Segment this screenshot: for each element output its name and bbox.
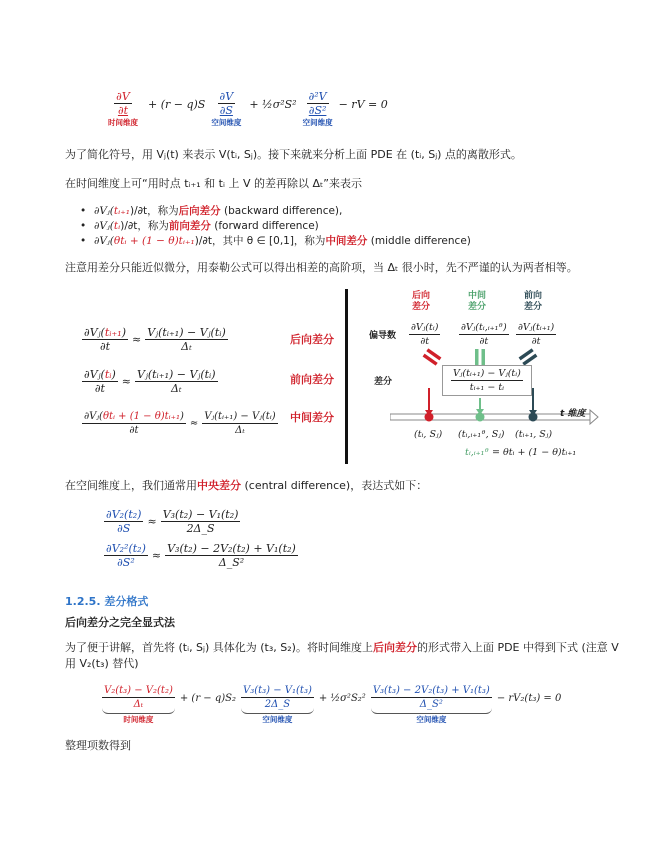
point-middle: (tᵢ,ᵢ₊₁ᶿ, Sⱼ): [458, 429, 505, 440]
col-forward-header: 前向 差分: [524, 291, 543, 312]
paragraph-central: 在空间维度上，我们通常用中央差分 (central difference)，表达式如下：: [65, 479, 428, 492]
pde-equation: $\frac{\partial V}{\partial t}$ 时间维度 + (r − q)S $\frac{\partial V}{\partial S}$ 空间维度 + ½σ²S² $\frac{\text{∂²V}}{\text{∂S²}}$ 空间维度 − rV = 0: [108, 90, 388, 127]
difference-box: $\frac{\text{Vⱼ(tᵢ₊₁) − Vⱼ(tᵢ)}}{\text{tᵢ₊₁ − tᵢ}}$: [442, 365, 532, 396]
time-dimension-tag: 时间维度: [108, 118, 138, 127]
deriv-backward: $\frac{\text{∂Vⱼ(tᵢ)}}{\partial t}$: [411, 322, 439, 347]
section-heading: 1.2.5. 差分格式: [65, 595, 149, 608]
label-backward: 后向差分: [290, 333, 334, 346]
label-forward: 前向差分: [290, 373, 334, 386]
difference-bullet-list: [78, 204, 471, 249]
final-space-tag-2: 空间维度: [416, 715, 447, 724]
col-middle-header: 中间 差分: [468, 291, 487, 312]
paragraph-rearrange: 整理项数得到: [65, 739, 131, 752]
point-left: (tᵢ, Sⱼ): [414, 429, 443, 440]
row-derivative-label: 偏导数: [369, 331, 397, 341]
dvdt-fraction: $\frac{\partial V}{\partial t}$: [116, 90, 130, 117]
paragraph-simplify: 为了简化符号，用 Vⱼ(t) 来表示 V(tᵢ, Sⱼ)。接下来就来分析上面 PDE 在 (tᵢ, Sⱼ) 点的离散形式。: [65, 148, 522, 161]
difference-diagram: [360, 288, 610, 468]
space-dimension-tag: 空间维度: [211, 118, 242, 127]
central-eq-2: $\frac{\text{∂V₂²(t₂)}}{\text{∂S²}}$ ≈ $\frac{\text{V₃(t₂) − 2V₂(t₂) + V₁(t₂)}}{\text{Δ\_S²}}$: [106, 541, 296, 569]
deriv-forward: $\frac{\text{∂Vⱼ(tᵢ₊₁)}}{\partial t}$: [518, 322, 555, 347]
row-difference-label: 差分: [374, 377, 393, 387]
deriv-middle: $\frac{\text{∂Vⱼ(tᵢ,ᵢ₊₁ᶿ)}}{\partial t}$: [461, 322, 507, 347]
space-dimension-tag-2: 空间维度: [302, 118, 333, 127]
paragraph-instantiate: 为了便于讲解，首先将 (tᵢ, Sⱼ) 具体化为 (t₃, S₂)。将时间维度上后向差分的形式带入上面 PDE 中得到下式 (注意 V: [65, 641, 619, 654]
paragraph-approximation: 注意用差分只能近似微分，用泰勒公式可以得出相差的高阶项，当 Δₜ 很小时，先不严谨的认为两者相等。: [65, 261, 578, 274]
paragraph-instantiate-cont: 用 V₂(t₃) 替代): [65, 657, 139, 670]
central-equations: [102, 504, 300, 572]
bullet-backward: • ∂Vⱼ(tᵢ₊₁)/∂t，称为后向差分 (backward difference),: [78, 204, 471, 219]
central-eq-1: $\frac{\text{∂V₂(t₂)}}{\partial S}$ ≈ $\frac{\text{V₃(t₂) − V₁(t₂)}}{2\Delta\_S}$: [106, 507, 239, 535]
d2vds2-fraction: $\frac{\text{∂²V}}{\text{∂S²}}$: [308, 90, 327, 117]
paragraph-time-dimension: 在时间维度上可“用时点 tᵢ₊₁ 和 tᵢ 上 V 的差再除以 Δₜ”来表示: [65, 177, 362, 190]
final-equation: $\frac{\text{V₂(t₃) − V₂(t₂)}}{\text{Δₜ}}$ 时间维度 + (r − q)S₂ $\frac{\text{V₃(t₃) − V₁(t₃)}}{2\Delta\_S}$ 空间维度 + ½σ²S₂² $\frac{\text{V₃(t₃) − 2V₂(t₃) + V₁(t₃)}}{\text{Δ\_S²}}$ 空间维度 − rV₂(t₃) = 0: [104, 685, 562, 724]
label-middle: 中间差分: [290, 411, 334, 424]
dvds-fraction: $\frac{\partial V}{\partial S}$: [219, 90, 234, 117]
theta-definition: tᵢ,ᵢ₊₁ᶿ = θtᵢ + (1 − θ)tᵢ₊₁: [465, 447, 577, 458]
bullet-forward: • ∂Vⱼ(tᵢ)/∂t，称为前向差分 (forward difference): [78, 219, 471, 234]
eq-forward: $\frac{\text{∂Vⱼ(tᵢ)}}{\partial t}$ ≈ $\frac{\text{Vⱼ(tᵢ₊₁) − Vⱼ(tᵢ)}}{\text{Δₜ}}$: [84, 367, 216, 395]
subsection-heading: 后向差分之完全显式法: [65, 616, 175, 629]
vertical-divider: [345, 289, 348, 464]
final-time-tag: 时间维度: [123, 715, 154, 724]
point-right: (tᵢ₊₁, Sⱼ): [515, 429, 553, 440]
bullet-middle: • ∂Vⱼ(θtᵢ + (1 − θ)tᵢ₊₁)/∂t，其中 θ ∈ [0,1]，称为中间差分 (middle difference): [78, 234, 471, 249]
final-space-tag-1: 空间维度: [262, 715, 293, 724]
eq-middle: $\frac{\text{∂Vⱼ(θtᵢ + (1 − θ)tᵢ₊₁)}}{\partial t}$ ≈ $\frac{\text{Vⱼ(tᵢ₊₁) − Vⱼ(tᵢ)}}{\text{Δₜ}}$: [84, 410, 276, 436]
axis-label: t 维度: [560, 409, 586, 419]
eq-backward: $\frac{\text{∂Vⱼ(tᵢ₊₁)}}{\partial t}$ ≈ $\frac{\text{Vⱼ(tᵢ₊₁) − Vⱼ(tᵢ)}}{\text{Δₜ}}$: [84, 325, 226, 353]
col-backward-header: 后向 差分: [412, 291, 431, 312]
